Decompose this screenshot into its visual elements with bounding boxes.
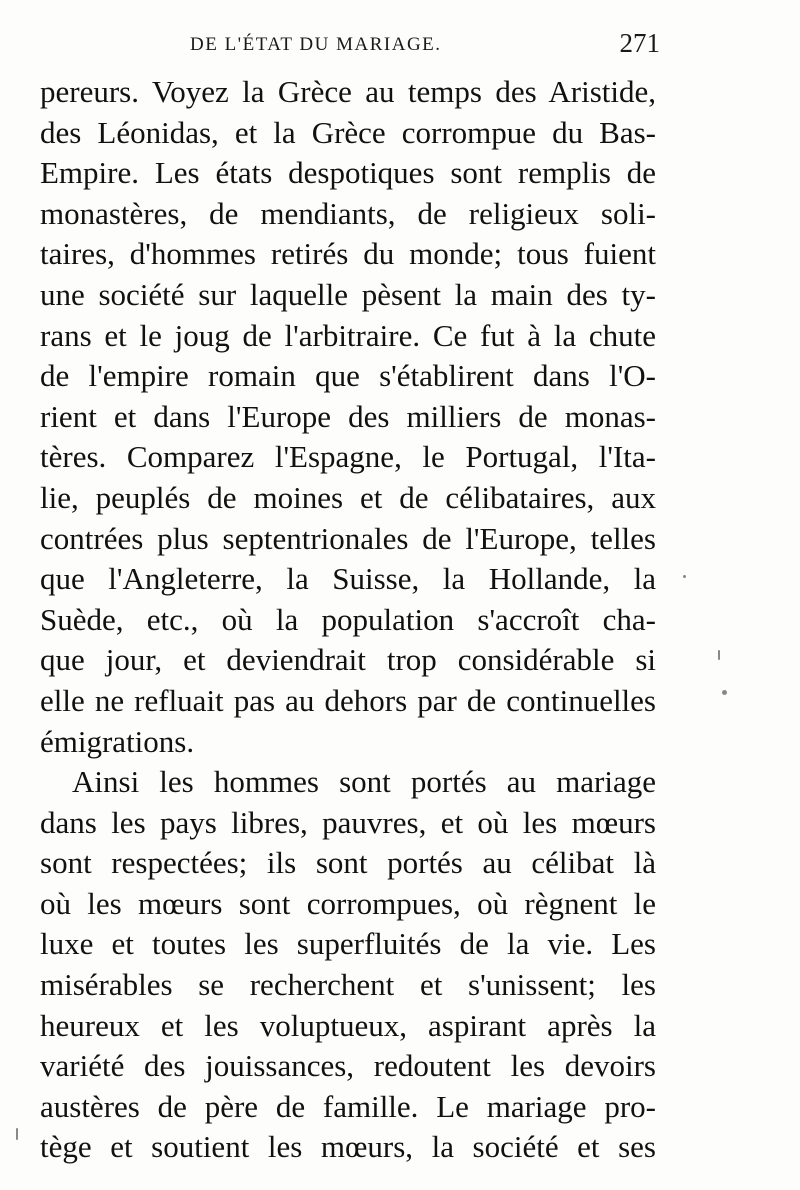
text-line: de l'empire romain que s'établirent dans l'O- xyxy=(40,358,656,394)
text-line: une société sur laquelle pèsent la main des ty- xyxy=(40,276,656,312)
text-line: Suède, etc., où la population s'accroît cha- xyxy=(40,601,656,637)
text-line: elle ne refluait pas au dehors par de continuelles xyxy=(40,682,656,718)
text-line: rient et dans l'Europe des milliers de monas- xyxy=(40,398,656,434)
running-head xyxy=(40,28,660,68)
text-line: Ainsi les hommes sont portés au mariage xyxy=(72,764,656,800)
text-line: Empire. Les états despotiques sont remplis de xyxy=(40,155,656,191)
text-line: luxe et toutes les superfluités de la vie. Les xyxy=(40,926,656,962)
text-line: variété des jouissances, redoutent les devoirs xyxy=(40,1048,656,1084)
text-line: taires, d'hommes retirés du monde; tous fuient xyxy=(40,236,656,272)
text-line: sont respectées; ils sont portés au célibat là xyxy=(40,845,656,881)
paper-speck xyxy=(722,690,727,695)
running-title: DE L'ÉTAT DU MARIAGE. xyxy=(190,34,442,55)
text-line: austères de père de famille. Le mariage pro- xyxy=(40,1088,656,1124)
text-line: tège et soutient les mœurs, la société et ses xyxy=(40,1129,656,1165)
paragraph-1 xyxy=(40,72,656,762)
paper-speck xyxy=(718,650,720,660)
body-text xyxy=(40,72,656,1168)
paper-speck xyxy=(16,1128,18,1140)
text-line: heureux et les voluptueux, aspirant après la xyxy=(40,1007,656,1043)
paper-speck xyxy=(683,575,686,578)
text-line: que jour, et deviendrait trop considérable si xyxy=(40,642,656,678)
page-number: 271 xyxy=(619,28,660,58)
text-line: où les mœurs sont corrompues, où règnent le xyxy=(40,885,656,921)
text-line: tères. Comparez l'Espagne, le Portugal, l'Ita- xyxy=(40,439,656,475)
text-line: dans les pays libres, pauvres, et où les mœurs xyxy=(40,804,656,840)
text-line: monastères, de mendiants, de religieux soli- xyxy=(40,195,656,231)
text-line: misérables se recherchent et s'unissent; les xyxy=(40,967,656,1003)
paragraph-2 xyxy=(40,762,656,1168)
text-line: lie, peuplés de moines et de célibataires, aux xyxy=(40,479,656,515)
text-line: que l'Angleterre, la Suisse, la Hollande, la xyxy=(40,561,656,597)
text-line: pereurs. Voyez la Grèce au temps des Aristide, xyxy=(40,74,656,109)
text-line: émigrations. xyxy=(40,723,195,759)
text-line: des Léonidas, et la Grèce corrompue du Bas- xyxy=(40,114,656,150)
text-line: rans et le joug de l'arbitraire. Ce fut à la chute xyxy=(40,317,656,353)
text-line: contrées plus septentrionales de l'Europe, telles xyxy=(40,520,656,556)
